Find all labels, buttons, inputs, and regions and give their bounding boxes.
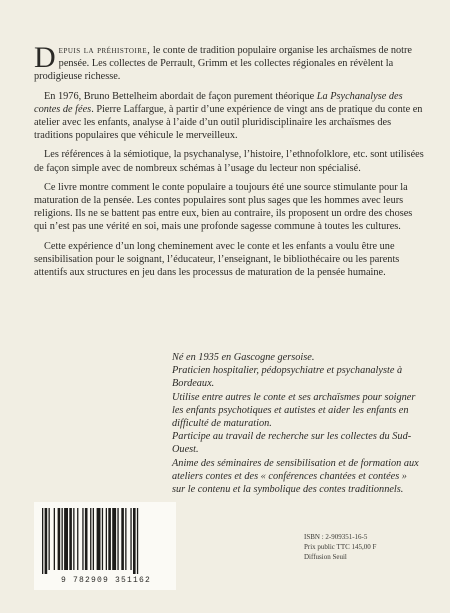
intro-rest: le conte de tradition populaire organise les archaïsmes de notre pensée. Les collectes de Perrault, Grimm et les collectes régionales en révèlent la prodigieuse richesse.: [34, 45, 412, 83]
bio-line: Praticien hospitalier, pédopsychiatre et psychanalyste à Bordeaux.: [172, 365, 403, 390]
paragraph-experience: Cette expérience d’un long cheminement avec le conte et les enfants a voulu être une sensibilisation pour le soignant, l’éducateur, l’enseignant, le bibliothécaire ou les parents attentifs aux structures en jeu dans les processus de maturation de la pensée humaine.: [34, 240, 400, 279]
author-bio: [172, 351, 422, 496]
price-text: Prix public TTC 145,00 F: [304, 543, 377, 551]
drop-cap: D: [34, 41, 56, 74]
intro-paragraph: [34, 41, 424, 84]
paragraph-text: . Pierre Laffargue, à partir d’une expérience de vingt ans de pratique du conte en atelier avec les enfants, analyse à l’aide d’un outil pluridisciplinaire les archaïsmes des traditions populaires que véhicule le merveilleux.: [34, 103, 423, 142]
back-cover-description: [34, 41, 424, 285]
barcode-area: [34, 502, 424, 592]
paragraph-text: En 1976, Bruno Bettelheim abordait de façon purement théorique: [44, 90, 317, 102]
bio-line: Utilise entre autres le conte et ses archaïsmes pour soigner les enfants psychotiques et autistes et aider les enfants en difficulté de maturation.: [172, 391, 416, 430]
bio-line: Né en 1935 en Gascogne gersoise.: [172, 352, 315, 363]
barcode-bars: [42, 508, 168, 574]
book-title-reference: La Psychanalyse des contes de fées: [34, 90, 403, 115]
distribution-text: Diffusion Seuil: [304, 553, 347, 561]
isbn-text: ISBN : 2-909351-16-5: [304, 533, 368, 541]
intro-lead: epuis la préhistoire,: [58, 45, 151, 56]
bio-line: Anime des séminaires de sensibilisation et de formation aux ateliers contes et des « conférences chantées et contées » sur le contenu et la symbolique des contes traditionnels.: [172, 457, 419, 496]
paragraph-bettelheim: [34, 90, 424, 143]
paragraph-book-summary: Ce livre montre comment le conte populaire a toujours été une source stimulante pour la maturation de la pensée. Les contes populaires sont plus sages que les hommes avec leurs religions. Ils ne se battent pas entre eux, bien au contraire, ils proposent un ordre des choses qui n’est pas une vérité en soi, mais une profonde sagesse commune à toutes les cultures.: [34, 181, 413, 233]
bio-line: Participe au travail de recherche sur les collectes du Sud-Ouest.: [172, 431, 412, 456]
price-info: [304, 532, 424, 562]
barcode-digits: 9 782909 351162: [60, 576, 151, 585]
paragraph-references: Les références à la sémiotique, la psychanalyse, l’histoire, l’ethnofolklore, etc. sont utilisées de façon simple avec de nombreux schémas à l’usage du lecteur non spécialisé.: [34, 149, 424, 174]
isbn-barcode: [34, 502, 176, 590]
